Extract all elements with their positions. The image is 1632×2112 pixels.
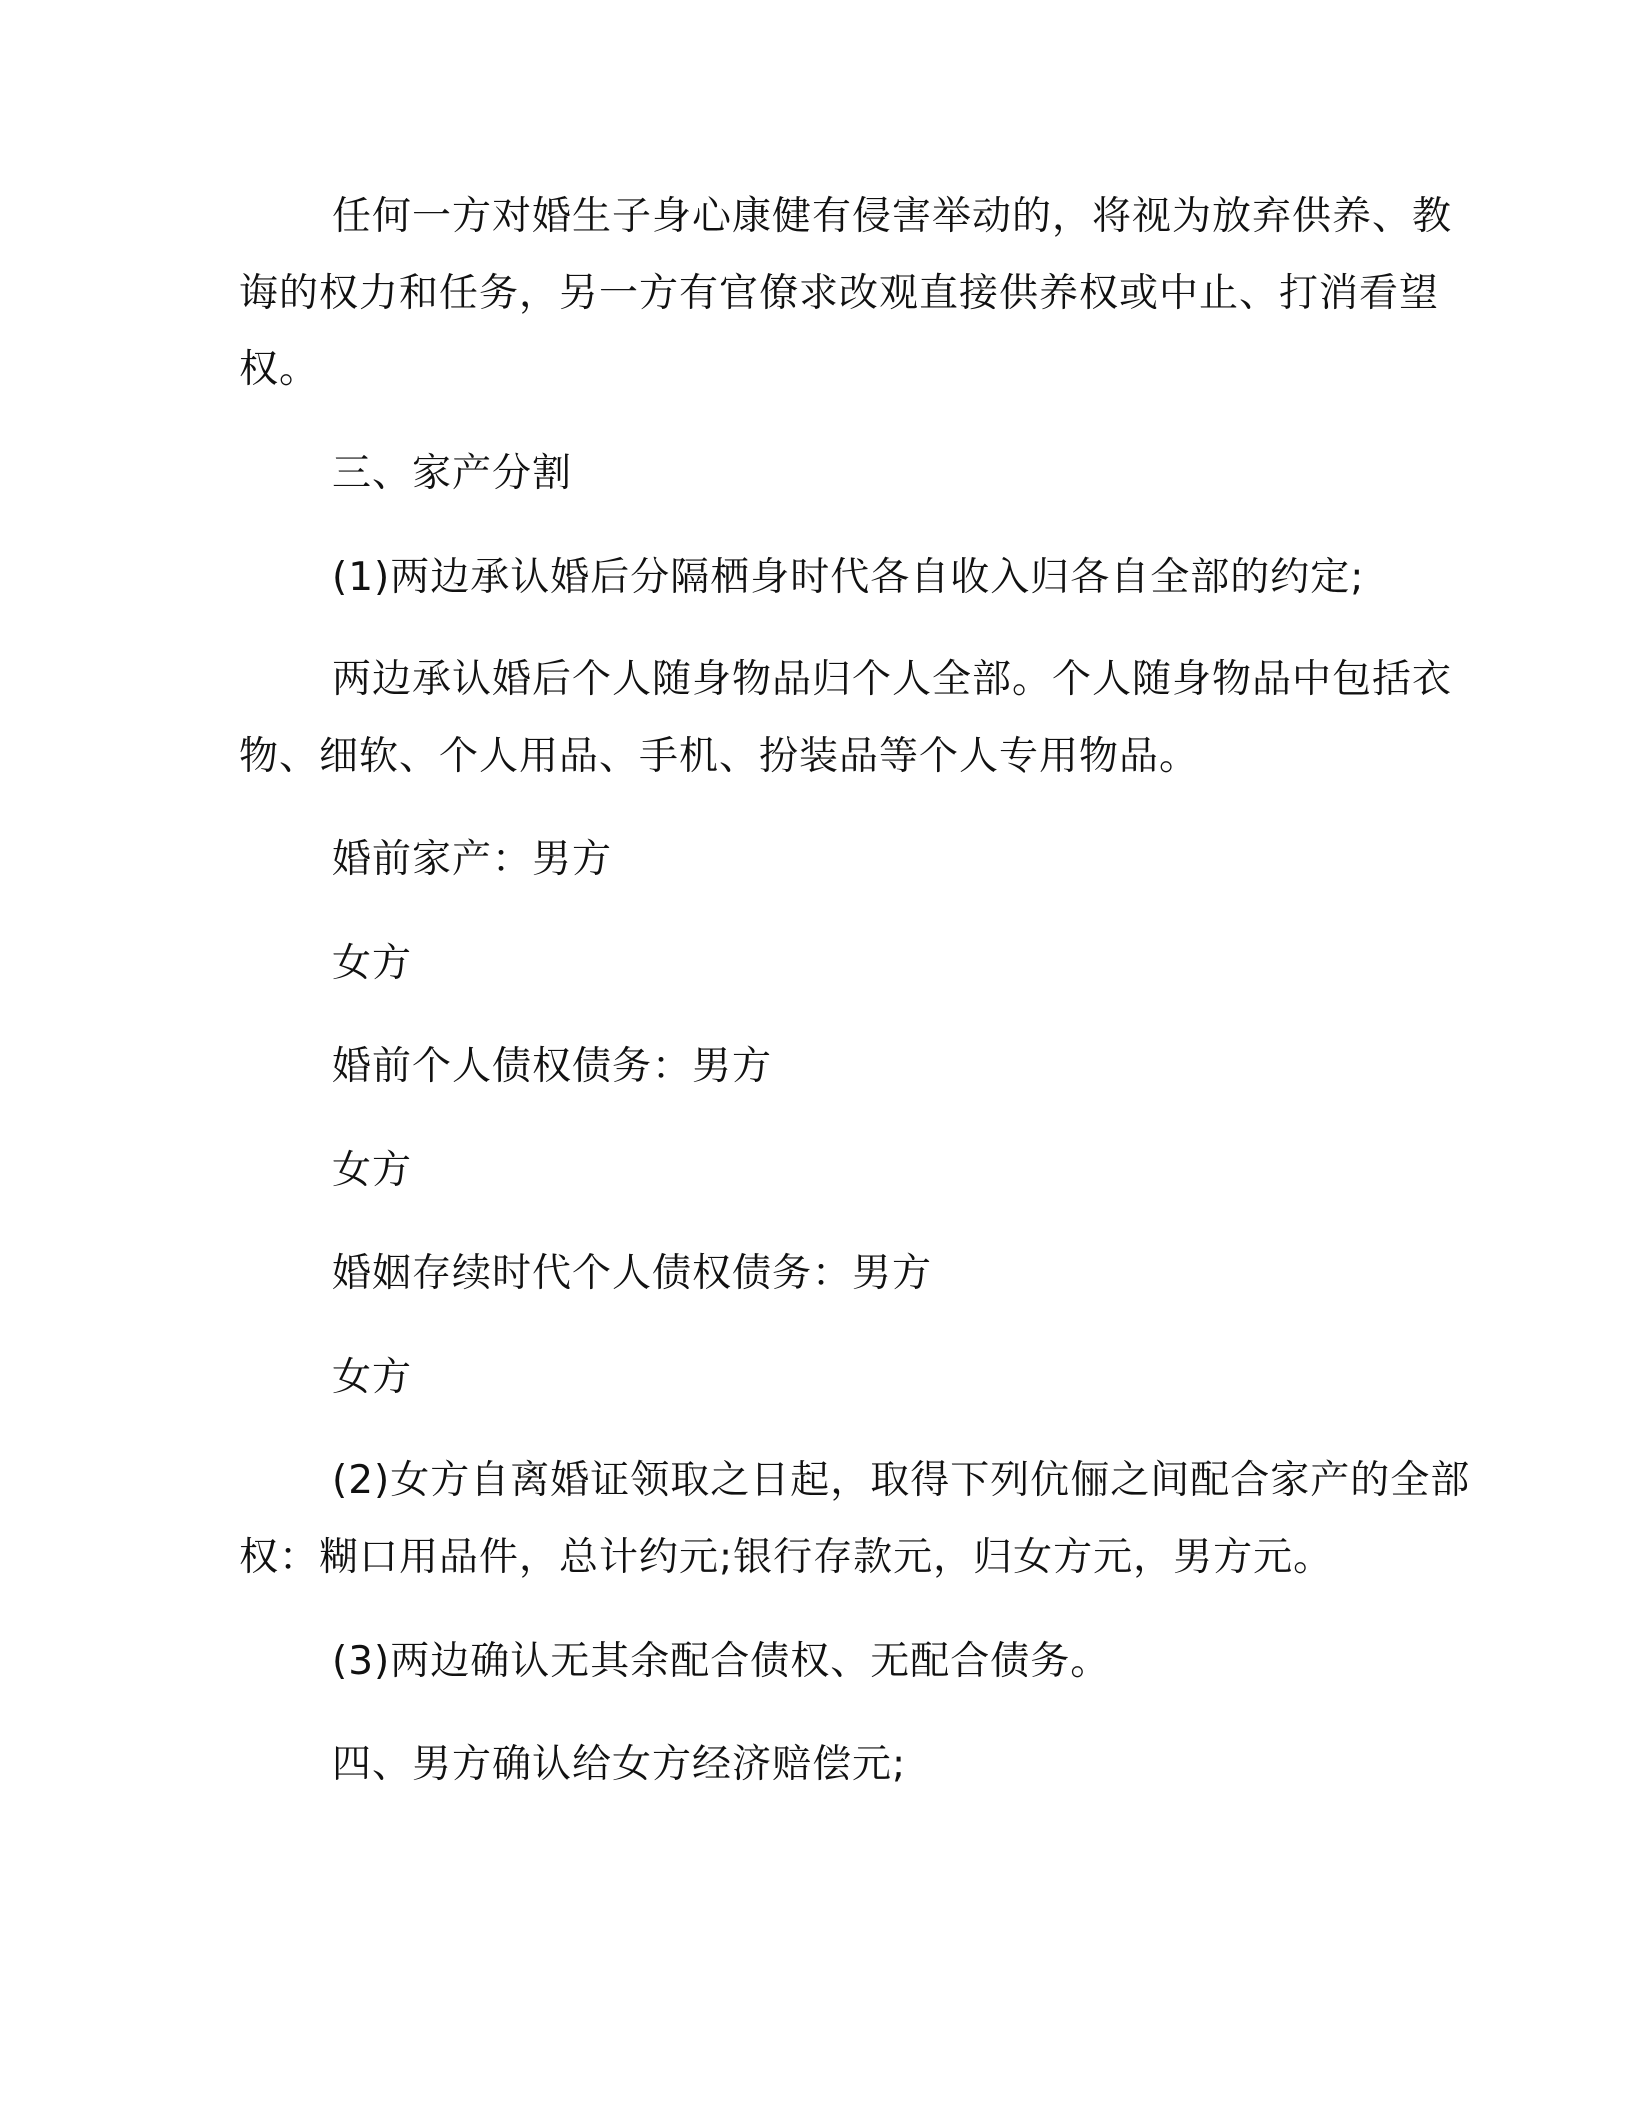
paragraph-line: 权：糊口用品件，总计约元;银行存款元，归女方元，男方元。 <box>239 1535 1334 1580</box>
section-heading: 三、家产分割 <box>332 451 573 496</box>
field-label: 婚前家产：男方 <box>332 837 613 882</box>
paragraph-line: 诲的权力和任务，另一方有官僚求改观直接供养权或中止、打消看望 <box>239 271 1440 316</box>
paragraph-line: (1)两边承认婚后分隔栖身时代各自收入归各自全部的约定; <box>332 555 1365 600</box>
paragraph-line: 权。 <box>239 347 320 392</box>
field-label: 婚前个人债权债务：男方 <box>332 1044 773 1089</box>
paragraph-line: 物、细软、个人用品、手机、扮装品等个人专用物品。 <box>239 734 1200 779</box>
field-label: 女方 <box>332 1355 413 1400</box>
field-label: 女方 <box>332 1148 413 1193</box>
paragraph-line: (3)两边确认无其余配合债权、无配合债务。 <box>332 1639 1111 1684</box>
field-label: 女方 <box>332 941 413 986</box>
paragraph-line: (2)女方自离婚证领取之日起，取得下列伉俪之间配合家产的全部 <box>332 1458 1471 1503</box>
field-label: 婚姻存续时代个人债权债务：男方 <box>332 1251 933 1296</box>
section-heading: 四、男方确认给女方经济赔偿元; <box>332 1742 907 1787</box>
paragraph-line: 两边承认婚后个人随身物品归个人全部。个人随身物品中包括衣 <box>332 657 1453 702</box>
paragraph-line: 任何一方对婚生子身心康健有侵害举动的，将视为放弃供养、教 <box>332 194 1453 239</box>
